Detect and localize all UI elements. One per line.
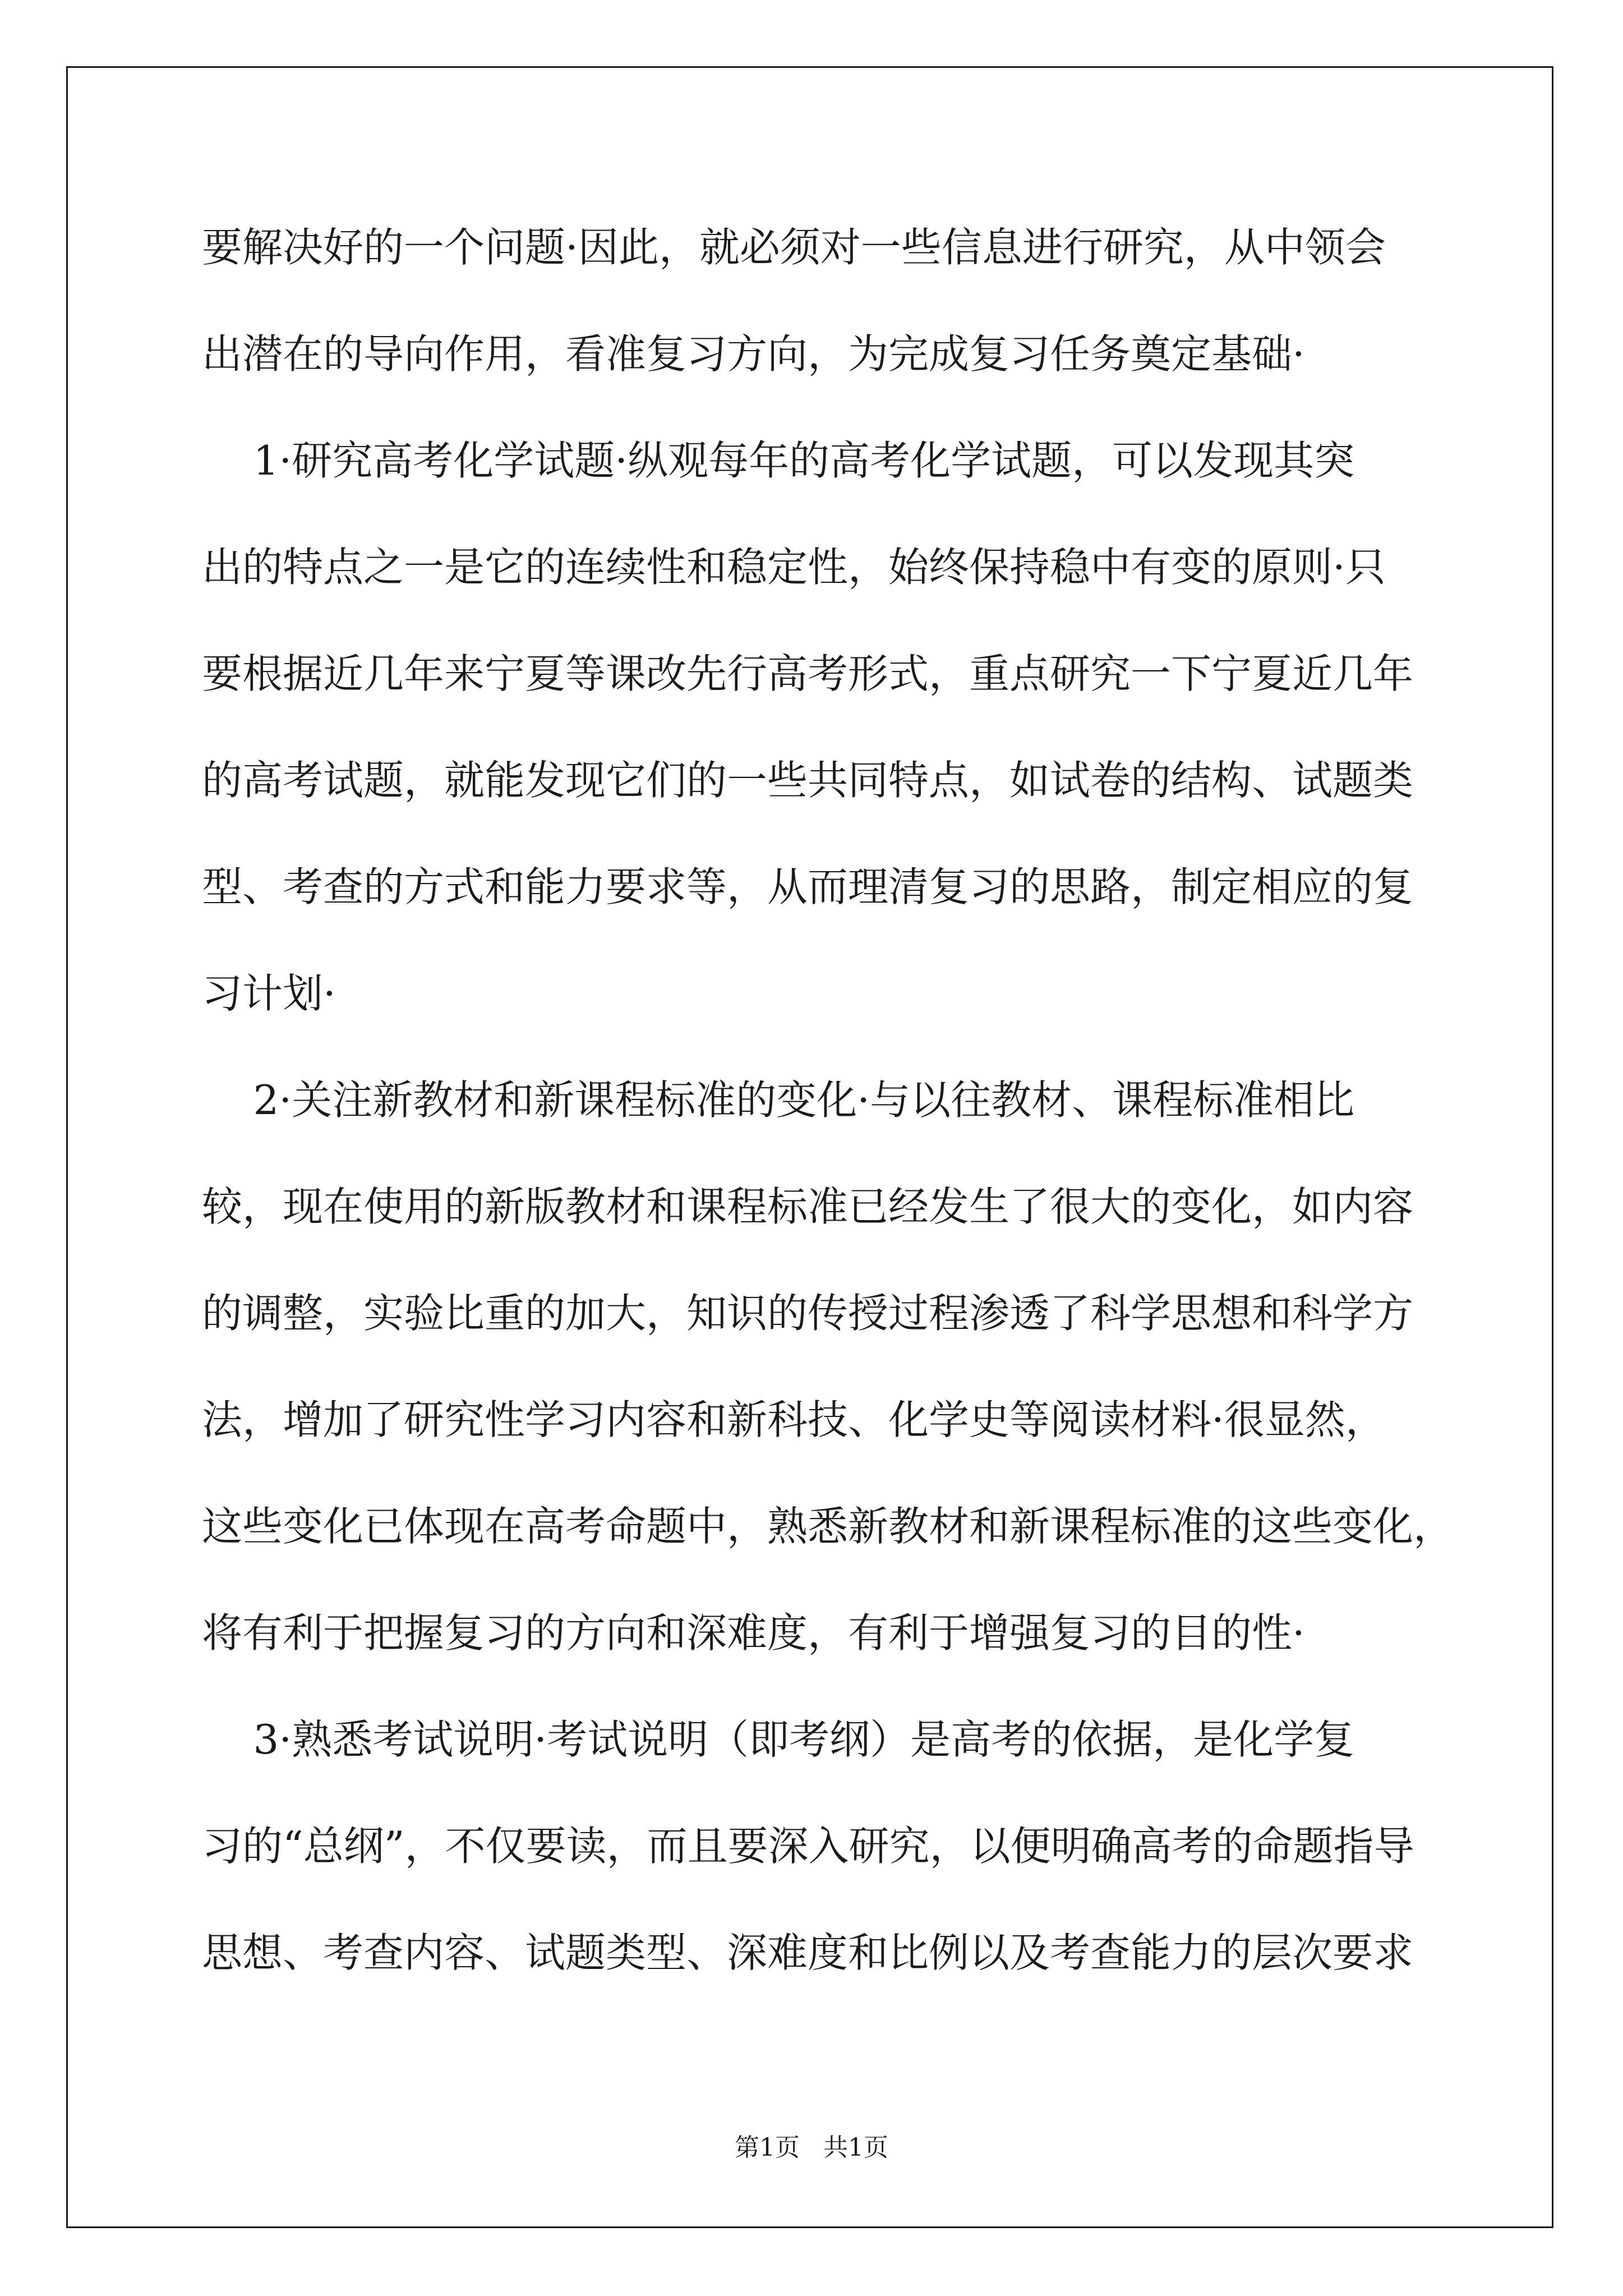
text-line: 法，增加了研究性学习内容和新科技、化学史等阅读材料·很显然， [202,1396,1386,1443]
text-line: 1·研究高考化学试题·纵观每年的高考化学试题，可以发现其突 [202,437,1355,484]
text-line: 型、考查的方式和能力要求等，从而理清复习的思路，制定相应的复 [202,863,1414,910]
text-line: 将有利于把握复习的方向和深难度，有利于增强复习的目的性· [202,1609,1305,1657]
text-line: 要解决好的一个问题·因此，就必须对一些信息进行研究，从中领会 [202,224,1386,271]
text-line: 这些变化已体现在高考命题中，熟悉新教材和新课程标准的这些变化， [202,1503,1454,1550]
text-line: 较，现在使用的新版教材和课程标准已经发生了很大的变化，如内容 [202,1183,1414,1230]
text-line: 2·关注新教材和新课程标准的变化·与以往教材、课程标准相比 [202,1076,1355,1124]
text-line: 的调整，实验比重的加大，知识的传授过程渗透了科学思想和科学方 [202,1290,1414,1337]
text-line: 思想、考查内容、试题类型、深难度和比例以及考查能力的层次要求 [202,1929,1414,1976]
page-border [66,66,1553,2228]
text-line: 的高考试题，就能发现它们的一些共同特点，如试卷的结构、试题类 [202,757,1414,804]
text-line: 习计划· [202,970,336,1017]
text-line: 3·熟悉考试说明·考试说明（即考纲）是高考的依据，是化学复 [202,1716,1355,1763]
page-number-footer: 第1页 共1页 [735,2133,888,2162]
text-line: 出的特点之一是它的连续性和稳定性，始终保持稳中有变的原则·只 [202,544,1386,591]
text-line: 习的“总纲”，不仅要读，而且要深入研究，以便明确高考的命题指导 [202,1823,1414,1870]
text-line: 要根据近几年来宁夏等课改先行高考形式，重点研究一下宁夏近几年 [202,650,1414,697]
text-line: 出潜在的导向作用，看准复习方向，为完成复习任务奠定基础· [202,330,1305,378]
